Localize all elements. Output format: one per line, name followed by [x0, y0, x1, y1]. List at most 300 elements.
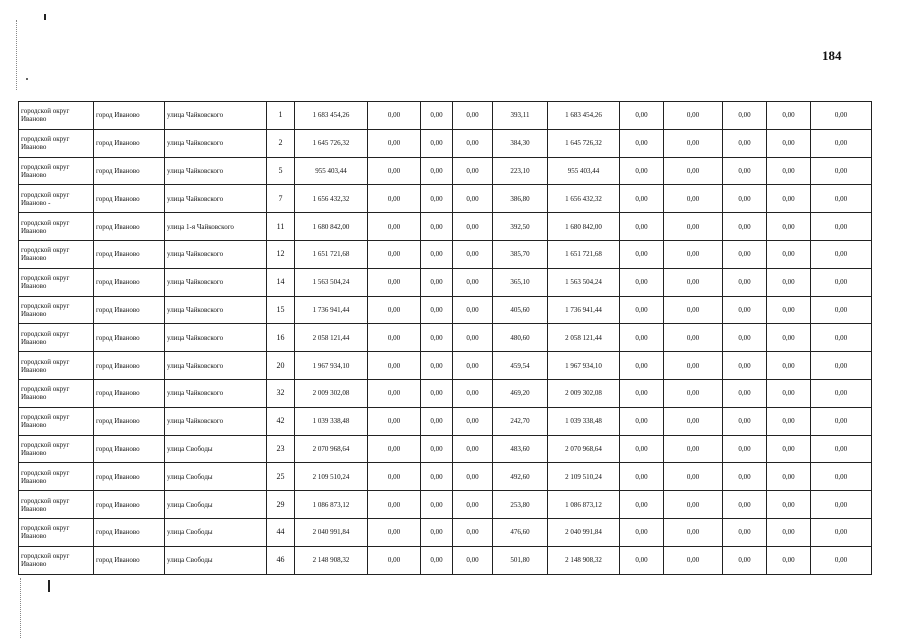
value-cell: 0,00: [811, 129, 872, 157]
table-row: [19, 435, 872, 463]
value-cell: 0,00: [368, 213, 421, 241]
value-cell: 0,00: [811, 213, 872, 241]
okrug-cell: [19, 129, 94, 157]
okrug-cell: [19, 240, 94, 268]
repair-cost-cell: 1 651 721,68: [548, 240, 620, 268]
value-cell: 0,00: [811, 324, 872, 352]
okrug-cell: [19, 435, 94, 463]
total-cost-cell: 2 058 121,44: [295, 324, 368, 352]
value-cell: 0,00: [368, 491, 421, 519]
value-cell: 0,00: [368, 157, 421, 185]
value-cell: 0,00: [664, 157, 723, 185]
value-cell: 0,00: [811, 379, 872, 407]
city-cell: город Иваново: [94, 463, 165, 491]
value-cell: 0,00: [421, 324, 453, 352]
value-cell: 0,00: [767, 240, 811, 268]
value-cell: 0,00: [421, 102, 453, 130]
value-cell: 0,00: [453, 157, 493, 185]
street-cell: улица Чайковского: [165, 407, 267, 435]
value-cell: 0,00: [421, 296, 453, 324]
value-cell: 0,00: [368, 463, 421, 491]
value-cell: 0,00: [368, 268, 421, 296]
street-cell: улица Чайковского: [165, 129, 267, 157]
okrug-line-1: городской округ: [21, 440, 70, 449]
value-cell: 0,00: [664, 435, 723, 463]
city-cell: город Иваново: [94, 379, 165, 407]
house-number-cell: 1: [267, 102, 295, 130]
value-cell: 0,00: [453, 296, 493, 324]
house-number-cell: 42: [267, 407, 295, 435]
value-cell: 0,00: [421, 268, 453, 296]
value-cell: 0,00: [421, 463, 453, 491]
street-cell: улица Чайковского: [165, 185, 267, 213]
okrug-cell: [19, 157, 94, 185]
okrug-line-2: Иваново: [21, 309, 47, 318]
area-cell: 384,30: [493, 129, 548, 157]
area-cell: 476,60: [493, 518, 548, 546]
city-cell: город Иваново: [94, 407, 165, 435]
okrug-line-2: Иваново: [21, 337, 47, 346]
okrug-line-1: городской округ: [21, 496, 70, 505]
area-cell: 393,11: [493, 102, 548, 130]
value-cell: 0,00: [664, 379, 723, 407]
value-cell: 0,00: [421, 185, 453, 213]
value-cell: 0,00: [811, 102, 872, 130]
value-cell: 0,00: [767, 463, 811, 491]
table-row: [19, 546, 872, 574]
value-cell: 0,00: [453, 268, 493, 296]
scan-artifact-dot: [26, 78, 28, 80]
okrug-line-2: Иваново: [21, 143, 47, 152]
repair-cost-cell: 2 009 302,08: [548, 379, 620, 407]
table-row: [19, 240, 872, 268]
value-cell: 0,00: [453, 352, 493, 380]
house-number-cell: 32: [267, 379, 295, 407]
okrug-line-2: Иваново: [21, 226, 47, 235]
street-cell: улица Чайковского: [165, 240, 267, 268]
total-cost-cell: 1 967 934,10: [295, 352, 368, 380]
value-cell: 0,00: [620, 185, 664, 213]
street-cell: улица 1-я Чайковского: [165, 213, 267, 241]
okrug-line-2: Иваново: [21, 282, 47, 291]
area-cell: 483,60: [493, 435, 548, 463]
table-row: [19, 157, 872, 185]
value-cell: 0,00: [453, 240, 493, 268]
value-cell: 0,00: [767, 324, 811, 352]
okrug-cell: [19, 185, 94, 213]
value-cell: 0,00: [620, 407, 664, 435]
house-number-cell: 2: [267, 129, 295, 157]
page-number: 184: [822, 48, 842, 63]
value-cell: 0,00: [767, 491, 811, 519]
okrug-cell: [19, 407, 94, 435]
table-row: [19, 463, 872, 491]
area-cell: 253,80: [493, 491, 548, 519]
value-cell: 0,00: [620, 546, 664, 574]
okrug-line-1: городской округ: [21, 385, 70, 394]
value-cell: 0,00: [767, 352, 811, 380]
street-cell: улица Свободы: [165, 435, 267, 463]
street-cell: улица Чайковского: [165, 352, 267, 380]
okrug-line-2: Иваново: [21, 115, 47, 124]
okrug-line-1: городской округ: [21, 190, 70, 199]
house-number-cell: 5: [267, 157, 295, 185]
value-cell: 0,00: [811, 185, 872, 213]
scan-artifact-line: [20, 578, 21, 638]
value-cell: 0,00: [453, 435, 493, 463]
table-row: [19, 491, 872, 519]
area-cell: 242,70: [493, 407, 548, 435]
value-cell: 0,00: [767, 518, 811, 546]
value-cell: 0,00: [620, 491, 664, 519]
house-number-cell: 20: [267, 352, 295, 380]
table-row: [19, 102, 872, 130]
value-cell: 0,00: [421, 379, 453, 407]
value-cell: 0,00: [811, 546, 872, 574]
city-cell: город Иваново: [94, 296, 165, 324]
house-number-cell: 23: [267, 435, 295, 463]
okrug-line-1: городской округ: [21, 413, 70, 422]
value-cell: 0,00: [421, 407, 453, 435]
value-cell: 0,00: [767, 129, 811, 157]
table-row: [19, 185, 872, 213]
house-number-cell: 44: [267, 518, 295, 546]
value-cell: 0,00: [767, 268, 811, 296]
total-cost-cell: 1 656 432,32: [295, 185, 368, 213]
okrug-line-2: Иваново: [21, 393, 47, 402]
repair-cost-cell: 1 680 842,00: [548, 213, 620, 241]
city-cell: город Иваново: [94, 518, 165, 546]
value-cell: 0,00: [620, 213, 664, 241]
street-cell: улица Свободы: [165, 546, 267, 574]
value-cell: 0,00: [767, 407, 811, 435]
okrug-line-2: Иваново: [21, 170, 47, 179]
okrug-line-2: Иваново: [21, 476, 47, 485]
okrug-line-1: городской округ: [21, 246, 70, 255]
street-cell: улица Чайковского: [165, 379, 267, 407]
okrug-line-1: городской округ: [21, 107, 70, 116]
okrug-cell: [19, 518, 94, 546]
okrug-cell: [19, 296, 94, 324]
value-cell: 0,00: [723, 352, 767, 380]
okrug-cell: [19, 324, 94, 352]
scan-artifact-line: [16, 20, 17, 90]
value-cell: 0,00: [620, 518, 664, 546]
value-cell: 0,00: [620, 463, 664, 491]
value-cell: 0,00: [368, 324, 421, 352]
total-cost-cell: 955 403,44: [295, 157, 368, 185]
value-cell: 0,00: [811, 240, 872, 268]
area-cell: 492,60: [493, 463, 548, 491]
repair-cost-cell: 2 058 121,44: [548, 324, 620, 352]
okrug-line-2: Иваново: [21, 504, 47, 513]
value-cell: 0,00: [421, 518, 453, 546]
okrug-line-2: Иваново: [21, 365, 47, 374]
value-cell: 0,00: [368, 435, 421, 463]
repair-cost-cell: 1 967 934,10: [548, 352, 620, 380]
value-cell: 0,00: [368, 518, 421, 546]
okrug-line-1: городской округ: [21, 274, 70, 283]
value-cell: 0,00: [723, 518, 767, 546]
city-cell: город Иваново: [94, 435, 165, 463]
value-cell: 0,00: [453, 518, 493, 546]
value-cell: 0,00: [723, 296, 767, 324]
value-cell: 0,00: [368, 102, 421, 130]
total-cost-cell: 1 645 726,32: [295, 129, 368, 157]
street-cell: улица Чайковского: [165, 157, 267, 185]
area-cell: 386,80: [493, 185, 548, 213]
city-cell: город Иваново: [94, 240, 165, 268]
okrug-line-1: городской округ: [21, 357, 70, 366]
house-number-cell: 15: [267, 296, 295, 324]
value-cell: 0,00: [723, 435, 767, 463]
okrug-line-1: городской округ: [21, 468, 70, 477]
area-cell: 405,60: [493, 296, 548, 324]
value-cell: 0,00: [664, 546, 723, 574]
total-cost-cell: 2 109 510,24: [295, 463, 368, 491]
value-cell: 0,00: [723, 268, 767, 296]
okrug-line-1: городской округ: [21, 301, 70, 310]
table-row: [19, 296, 872, 324]
total-cost-cell: 2 070 968,64: [295, 435, 368, 463]
city-cell: город Иваново: [94, 546, 165, 574]
value-cell: 0,00: [664, 102, 723, 130]
city-cell: город Иваново: [94, 491, 165, 519]
register-rows: [19, 102, 872, 575]
value-cell: 0,00: [620, 435, 664, 463]
scan-artifact-mark: [48, 580, 50, 592]
value-cell: 0,00: [664, 296, 723, 324]
okrug-cell: [19, 352, 94, 380]
value-cell: 0,00: [767, 157, 811, 185]
city-cell: город Иваново: [94, 352, 165, 380]
city-cell: город Иваново: [94, 324, 165, 352]
city-cell: город Иваново: [94, 102, 165, 130]
value-cell: 0,00: [620, 268, 664, 296]
okrug-cell: [19, 463, 94, 491]
value-cell: 0,00: [421, 213, 453, 241]
area-cell: 392,50: [493, 213, 548, 241]
value-cell: 0,00: [723, 157, 767, 185]
house-number-cell: 46: [267, 546, 295, 574]
repair-cost-cell: 1 736 941,44: [548, 296, 620, 324]
total-cost-cell: 1 651 721,68: [295, 240, 368, 268]
city-cell: город Иваново: [94, 185, 165, 213]
okrug-line-2: Иваново -: [21, 198, 51, 207]
okrug-cell: [19, 213, 94, 241]
value-cell: 0,00: [453, 102, 493, 130]
okrug-cell: [19, 102, 94, 130]
value-cell: 0,00: [453, 491, 493, 519]
house-number-cell: 11: [267, 213, 295, 241]
value-cell: 0,00: [421, 546, 453, 574]
value-cell: 0,00: [723, 213, 767, 241]
total-cost-cell: 1 563 504,24: [295, 268, 368, 296]
area-cell: 480,60: [493, 324, 548, 352]
okrug-line-2: Иваново: [21, 254, 47, 263]
value-cell: 0,00: [453, 379, 493, 407]
value-cell: 0,00: [421, 240, 453, 268]
value-cell: 0,00: [723, 491, 767, 519]
value-cell: 0,00: [368, 546, 421, 574]
value-cell: 0,00: [421, 435, 453, 463]
value-cell: 0,00: [368, 379, 421, 407]
value-cell: 0,00: [664, 463, 723, 491]
value-cell: 0,00: [664, 268, 723, 296]
value-cell: 0,00: [368, 240, 421, 268]
value-cell: 0,00: [723, 129, 767, 157]
value-cell: 0,00: [811, 352, 872, 380]
okrug-line-2: Иваново: [21, 448, 47, 457]
value-cell: 0,00: [811, 268, 872, 296]
house-number-cell: 29: [267, 491, 295, 519]
repair-cost-cell: 955 403,44: [548, 157, 620, 185]
repair-cost-cell: 1 086 873,12: [548, 491, 620, 519]
value-cell: 0,00: [368, 407, 421, 435]
street-cell: улица Чайковского: [165, 102, 267, 130]
value-cell: 0,00: [723, 102, 767, 130]
area-cell: 501,80: [493, 546, 548, 574]
value-cell: 0,00: [453, 185, 493, 213]
street-cell: улица Чайковского: [165, 324, 267, 352]
repair-cost-cell: 2 148 908,32: [548, 546, 620, 574]
value-cell: 0,00: [767, 102, 811, 130]
okrug-line-1: городской округ: [21, 329, 70, 338]
street-cell: улица Чайковского: [165, 268, 267, 296]
okrug-line-1: городской округ: [21, 524, 70, 533]
value-cell: 0,00: [620, 102, 664, 130]
okrug-cell: [19, 491, 94, 519]
area-cell: 385,70: [493, 240, 548, 268]
value-cell: 0,00: [723, 240, 767, 268]
street-cell: улица Свободы: [165, 463, 267, 491]
total-cost-cell: 1 086 873,12: [295, 491, 368, 519]
value-cell: 0,00: [620, 352, 664, 380]
table-row: [19, 268, 872, 296]
value-cell: 0,00: [421, 491, 453, 519]
value-cell: 0,00: [811, 491, 872, 519]
okrug-cell: [19, 379, 94, 407]
repair-cost-cell: 1 656 432,32: [548, 185, 620, 213]
value-cell: 0,00: [620, 240, 664, 268]
value-cell: 0,00: [811, 518, 872, 546]
city-cell: город Иваново: [94, 268, 165, 296]
house-number-cell: 14: [267, 268, 295, 296]
value-cell: 0,00: [453, 324, 493, 352]
value-cell: 0,00: [620, 296, 664, 324]
value-cell: 0,00: [421, 352, 453, 380]
value-cell: 0,00: [767, 185, 811, 213]
repair-cost-cell: 1 039 338,48: [548, 407, 620, 435]
value-cell: 0,00: [723, 463, 767, 491]
value-cell: 0,00: [368, 296, 421, 324]
city-cell: город Иваново: [94, 213, 165, 241]
value-cell: 0,00: [453, 463, 493, 491]
value-cell: 0,00: [620, 324, 664, 352]
value-cell: 0,00: [723, 379, 767, 407]
okrug-cell: [19, 546, 94, 574]
value-cell: 0,00: [723, 324, 767, 352]
city-cell: город Иваново: [94, 157, 165, 185]
value-cell: 0,00: [421, 129, 453, 157]
city-cell: город Иваново: [94, 129, 165, 157]
okrug-line-1: городской округ: [21, 135, 70, 144]
value-cell: 0,00: [453, 407, 493, 435]
area-cell: 365,10: [493, 268, 548, 296]
value-cell: 0,00: [664, 352, 723, 380]
value-cell: 0,00: [664, 518, 723, 546]
house-number-cell: 12: [267, 240, 295, 268]
value-cell: 0,00: [368, 352, 421, 380]
value-cell: 0,00: [421, 157, 453, 185]
value-cell: 0,00: [664, 240, 723, 268]
area-cell: 459,54: [493, 352, 548, 380]
total-cost-cell: 1 683 454,26: [295, 102, 368, 130]
value-cell: 0,00: [368, 185, 421, 213]
total-cost-cell: 1 680 842,00: [295, 213, 368, 241]
house-number-cell: 25: [267, 463, 295, 491]
total-cost-cell: 2 148 908,32: [295, 546, 368, 574]
value-cell: 0,00: [811, 463, 872, 491]
total-cost-cell: 2 009 302,08: [295, 379, 368, 407]
okrug-line-2: Иваново: [21, 560, 47, 569]
value-cell: 0,00: [767, 379, 811, 407]
value-cell: 0,00: [664, 213, 723, 241]
okrug-line-1: городской округ: [21, 552, 70, 561]
repair-cost-cell: 2 109 510,24: [548, 463, 620, 491]
value-cell: 0,00: [723, 407, 767, 435]
okrug-line-2: Иваново: [21, 532, 47, 541]
scan-artifact-mark: [44, 14, 46, 20]
street-cell: улица Чайковского: [165, 296, 267, 324]
table-row: [19, 518, 872, 546]
street-cell: улица Свободы: [165, 518, 267, 546]
okrug-line-1: городской округ: [21, 162, 70, 171]
value-cell: 0,00: [453, 213, 493, 241]
okrug-line-1: городской округ: [21, 218, 70, 227]
house-number-cell: 7: [267, 185, 295, 213]
total-cost-cell: 1 039 338,48: [295, 407, 368, 435]
area-cell: 223,10: [493, 157, 548, 185]
value-cell: 0,00: [664, 491, 723, 519]
value-cell: 0,00: [620, 157, 664, 185]
repair-cost-cell: 2 040 991,84: [548, 518, 620, 546]
value-cell: 0,00: [664, 185, 723, 213]
value-cell: 0,00: [723, 546, 767, 574]
table-row: [19, 213, 872, 241]
value-cell: 0,00: [368, 129, 421, 157]
value-cell: 0,00: [620, 379, 664, 407]
value-cell: 0,00: [811, 296, 872, 324]
table-row: [19, 352, 872, 380]
house-number-cell: 16: [267, 324, 295, 352]
table-row: [19, 407, 872, 435]
value-cell: 0,00: [767, 546, 811, 574]
okrug-cell: [19, 268, 94, 296]
value-cell: 0,00: [723, 185, 767, 213]
street-cell: улица Свободы: [165, 491, 267, 519]
value-cell: 0,00: [767, 435, 811, 463]
repair-cost-cell: 2 070 968,64: [548, 435, 620, 463]
table-row: [19, 324, 872, 352]
value-cell: 0,00: [620, 129, 664, 157]
register-table: [18, 101, 872, 575]
value-cell: 0,00: [664, 129, 723, 157]
repair-cost-cell: 1 645 726,32: [548, 129, 620, 157]
value-cell: 0,00: [664, 407, 723, 435]
value-cell: 0,00: [811, 435, 872, 463]
okrug-line-2: Иваново: [21, 421, 47, 430]
